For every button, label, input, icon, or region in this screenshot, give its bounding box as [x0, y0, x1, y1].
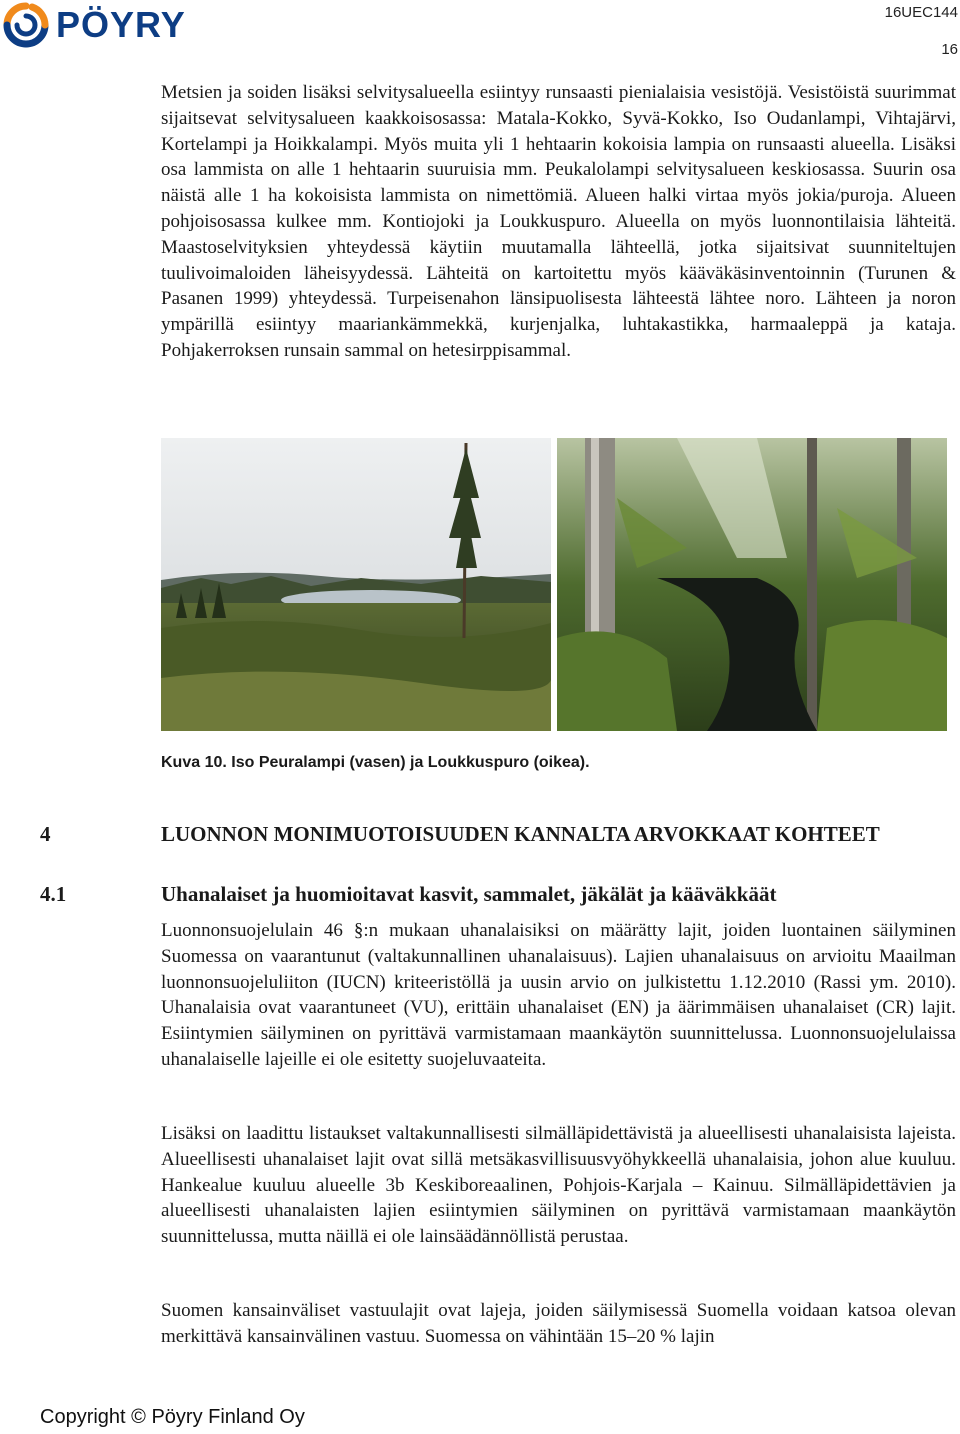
poyry-swirl-icon	[2, 2, 50, 48]
section-4-1-number: 4.1	[40, 882, 67, 906]
paragraph-responsibility-species: Suomen kansainväliset vastuulajit ovat lajeja, joiden säilymisessä Suomella voidaan katsoa olevan merkittävä kansainvälinen vastuu. Suomessa on vähintään 15–20 % lajin	[161, 1300, 956, 1347]
photo-iso-peuralampi	[161, 438, 551, 731]
paragraph-endangered-species: Luonnonsuojelulain 46 §:n mukaan uhanalaisiksi on määrätty lajit, joiden luontainen säilyminen Suomessa on vaarantunut (valtakunnallinen uhanalaisuus). Lajien uhanalaisuus on arvioitu Maailman luonnonsuojeluliiton (IUCN) kriteeristöllä ja uusin arvio on julkistettu 1.12.2010 (Rassi ym. 2010). Uhanalaisia ovat vaarantuneet (VU), erittäin uhanalaiset (EN) ja äärimmäisen uhanalaiset (CR) lajit. Esiintymien säilyminen on pyrittävä varmistamaan maankäytön suunnittelussa. Luonnonsuojelulaissa uhanalaiselle lajeille ei ole esitetty suojeluvaateita.	[161, 920, 956, 1070]
figure-caption: Kuva 10. Iso Peuralampi (vasen) ja Loukkuspuro (oikea).	[161, 754, 590, 771]
poyry-logo	[2, 2, 186, 48]
page-number: 16	[941, 41, 958, 58]
logo-wordmark: PÖYRY	[56, 4, 186, 45]
section-4-number: 4	[40, 822, 51, 846]
photo-loukkuspuro	[557, 438, 947, 731]
document-code: 16UEC144	[884, 4, 958, 21]
paragraph-near-threatened: Lisäksi on laadittu listaukset valtakunnallisesti silmälläpidettävistä ja alueellisesti uhanalaisista lajeista. Alueellisesti uhanalaiset lajit ovat sillä metsäkasvillisuusvyöhykkeellä uhanalaisia, johon alue kuuluu. Hankealue kuuluu alueelle 3b Keskiboreaalinen, Pohjois-Karjala – Kainuu. Silmälläpidettävien ja alueellisesti uhanalaisten lajien esiintymien säilyminen on pyrittävä varmistamaan maankäytön suunnittelussa, mutta näillä ei ole lainsäädännöllistä perustaa.	[161, 1123, 956, 1248]
footer-copyright: Copyright © Pöyry Finland Oy	[40, 1406, 305, 1428]
section-4-title: LUONNON MONIMUOTOISUUDEN KANNALTA ARVOKKAAT KOHTEET	[161, 822, 880, 846]
section-4-1-title: Uhanalaiset ja huomioitavat kasvit, sammalet, jäkälät ja kääväkkäät	[161, 882, 777, 906]
paragraph-water-bodies: Metsien ja soiden lisäksi selvitysalueella esiintyy runsaasti pienialaisia vesistöjä. Vesistöistä suurimmat sijaitsevat selvitysalueen kaakkoisosassa: Matala-Kokko, Syvä-Kokko, Iso Oudanlampi, Vihtajärvi, Kortelampi ja Hoikkalampi. Myös muita yli 1 hehtaarin kokoisia lampia on runsaasti alueella. Lisäksi osa lammista on alle 1 hehtaarin suuruisia mm. Peukalolampi selvitysalueen keskiosassa. Suurin osa näistä alle 1 ha kokoisista lammista on nimettömiä. Alueen halki virtaa myös jokia/puroja. Alueen pohjoisosassa kulkee mm. Kontiojoki ja Loukkuspuro. Alueella on myös luonnontilaisia lähteitä. Maastoselvityksien yhteydessä käytiin muutamalla lähteellä, jotka sijaitsivat suunniteltujen tuulivoimaloiden läheisyydessä. Lähteitä on kartoitettu myös kääväkäsinventoinnin (Turunen & Pasanen 1999) yhteydessä. Turpeisenahon länsipuolisesta lähteestä lähtee noro. Lähteen ja noron ympärillä esiintyy maariankämmekkä, kurjenjalka, luhtakastikka, harmaaleppä ja kataja. Pohjakerroksen runsain sammal on hetesirppisammal.	[161, 82, 956, 361]
